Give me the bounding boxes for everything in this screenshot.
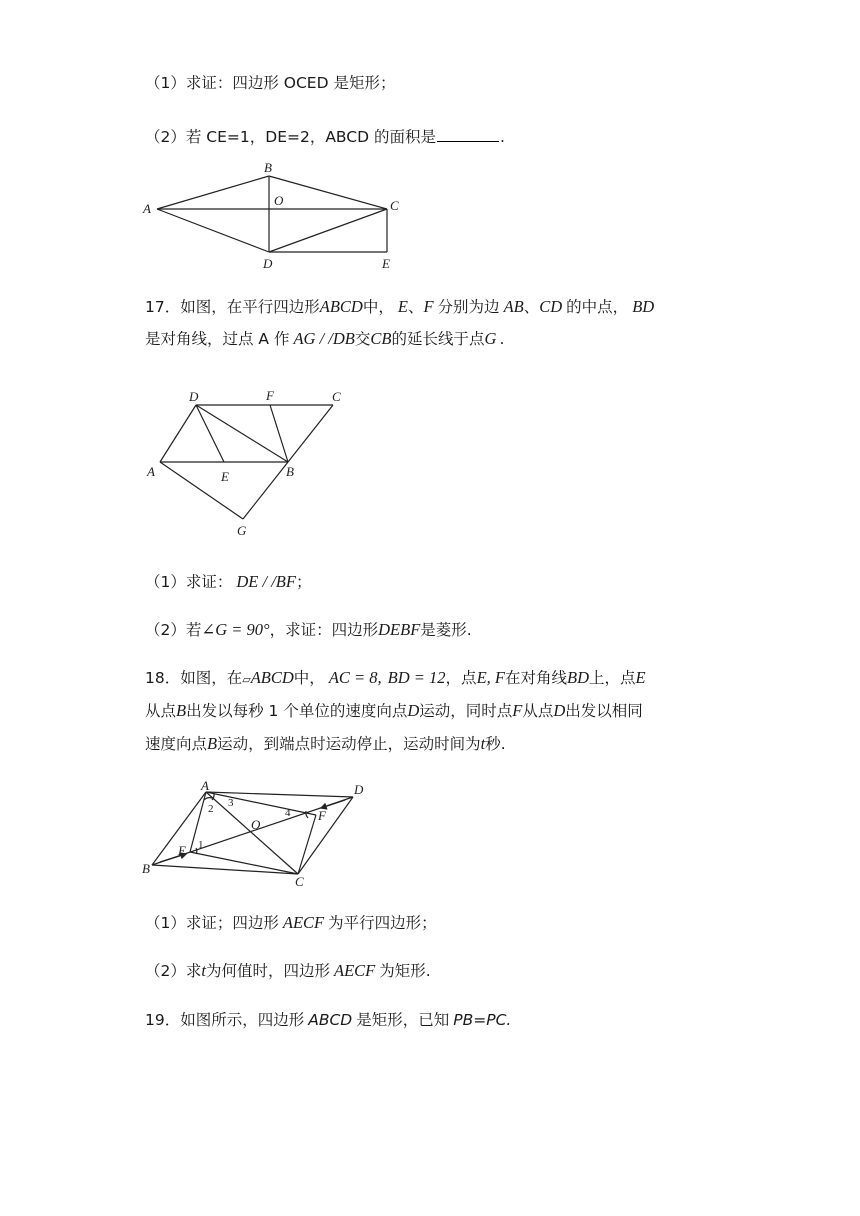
q18-math: D [553, 701, 566, 720]
label-A: A [143, 201, 151, 216]
q18-math: t [480, 734, 486, 753]
q18-text: ，点 [445, 669, 477, 687]
q17-sub2 [145, 619, 472, 641]
q18-text: 出发以每秒 1 个单位的速度向点 [186, 702, 408, 720]
angle-arc-2 [204, 798, 212, 800]
q17-math: DEBF [378, 620, 421, 639]
q18-text: 出发以相同 [565, 702, 643, 720]
q18-text: 为矩形. [379, 962, 431, 980]
q17-text: ，求证：四边形 [269, 621, 379, 639]
q17-math: BD [632, 297, 655, 316]
q16-figure [140, 158, 410, 273]
segment-AC [206, 792, 298, 874]
q17-math: E [397, 297, 408, 316]
q18-math: AECF [282, 913, 325, 932]
label-F: F [266, 388, 274, 403]
q18-math: AECF [333, 961, 376, 980]
q17-text: 的中点， [566, 298, 629, 316]
label-E: E [382, 256, 390, 271]
segment-FB [270, 405, 288, 462]
segment-DA [160, 405, 196, 462]
q19-math: ABCD [308, 1011, 353, 1029]
segment-AB [157, 176, 269, 209]
q17-text: 中， [362, 298, 394, 316]
q17-text: （2）若 [145, 621, 202, 639]
segment-BC [269, 176, 387, 209]
q18-text: 秒. [485, 735, 506, 753]
q16-part2 [145, 126, 505, 148]
label-C: C [390, 198, 399, 213]
q18-text: 上，点 [589, 669, 636, 687]
q18-text: 速度向点 [145, 735, 208, 753]
q17-text: ； [295, 573, 312, 591]
segment-CD [269, 209, 387, 252]
q17-text: 、 [407, 298, 424, 316]
q16-part2-text: （2）若 CE=1，DE=2，ABCD 的面积是 [145, 128, 436, 146]
q17-text: 、 [523, 298, 540, 316]
q17-math: CB [370, 329, 392, 348]
q17-text: 交 [354, 330, 371, 348]
parallelogram-symbol: ▱ [242, 673, 251, 686]
q18-text: （2）求 [145, 962, 202, 980]
q19-text: 19．如图所示，四边形 [145, 1011, 305, 1029]
label-B: B [286, 464, 294, 479]
q18-sub1 [145, 912, 437, 934]
q18-text: 18．如图，在 [145, 669, 243, 687]
q18-math: B [207, 734, 218, 753]
q17-text: 是对角线，过点 A 作 [145, 330, 290, 348]
angle-arc-1 [196, 848, 197, 854]
label-B: B [142, 861, 150, 876]
label-B: B [264, 160, 272, 175]
label-E: E [178, 843, 186, 858]
q17-text: （1）求证： [145, 573, 233, 591]
segment-DA [157, 209, 269, 252]
q17-math: CD [539, 297, 563, 316]
q17-line1 [145, 296, 654, 318]
label-O: O [274, 193, 284, 208]
q18-text: （1）求证；四边形 [145, 914, 279, 932]
q18-math: B [176, 701, 187, 720]
q18-math: F [512, 701, 523, 720]
q17-math: AG / /DB [293, 329, 355, 348]
angle-label-3: 3 [228, 797, 234, 809]
label-C: C [332, 389, 341, 404]
q18-line2 [145, 700, 643, 722]
q18-math: E [635, 668, 646, 687]
segment-AG [160, 462, 243, 519]
q17-math: F [423, 297, 434, 316]
q18-math: t [201, 961, 206, 980]
q18-text: 为平行四边形； [328, 914, 437, 932]
q19-math: PB=PC. [453, 1011, 512, 1029]
label-G: G [237, 523, 247, 538]
q18-math: ABCD [250, 668, 294, 687]
q17-text: 17．如图，在平行四边形 [145, 298, 320, 316]
q19-text: 是矩形，已知 [356, 1011, 450, 1029]
q18-math: BD [567, 668, 589, 687]
q17-math: ABCD [319, 297, 363, 316]
q17-math: DE / /BF [236, 572, 296, 591]
label-D: D [263, 256, 273, 271]
label-D: D [189, 389, 199, 404]
q18-line1 [145, 667, 646, 691]
q17-text: 的延长线于点 [391, 330, 485, 348]
angle-label-1: 1 [198, 839, 204, 851]
q18-math: BD = 12 [387, 668, 446, 687]
label-E: E [221, 469, 229, 484]
label-O: O [251, 817, 261, 832]
q18-text: 从点 [145, 702, 177, 720]
segment-CB [288, 405, 333, 462]
q18-line3 [145, 733, 506, 755]
q18-text: 从点 [522, 702, 554, 720]
q18-text: 为何值时，四边形 [205, 962, 330, 980]
q18-sub2 [145, 960, 431, 982]
label-A: A [201, 778, 209, 793]
label-F: F [318, 808, 326, 823]
q16-part2-period: . [499, 128, 505, 146]
q16-part1-text: （1）求证：四边形 OCED 是矩形； [145, 74, 396, 92]
answer-blank[interactable] [437, 126, 499, 142]
q17-line2 [145, 328, 504, 350]
q18-figure [140, 776, 375, 894]
angle-label-4: 4 [285, 807, 291, 819]
q17-math: G [484, 329, 497, 348]
q18-text: 运动，到端点时运动停止，运动时间为 [217, 735, 481, 753]
arrow-F-motion [321, 800, 345, 808]
q17-text: . [499, 330, 505, 348]
q19-line1 [145, 1009, 511, 1031]
q17-sub1 [145, 571, 311, 593]
q17-text: 是菱形. [420, 621, 472, 639]
q17-figure [140, 385, 360, 545]
q18-math: D [407, 701, 420, 720]
q18-text: 中， [293, 669, 325, 687]
q16-part1 [145, 72, 395, 94]
q17-text: 分别为边 [437, 298, 500, 316]
q18-text: 运动，同时点 [419, 702, 513, 720]
segment-FC [298, 815, 316, 874]
q17-math: AB [503, 297, 524, 316]
q18-text: 在对角线 [504, 669, 567, 687]
label-C: C [295, 874, 304, 889]
label-A: A [147, 464, 155, 479]
segment-BG [243, 462, 288, 519]
q17-math: ∠G = 90° [201, 620, 270, 639]
q18-math: E, F [476, 668, 505, 687]
q18-math: AC = 8, [328, 668, 382, 687]
label-D: D [354, 782, 364, 797]
angle-label-2: 2 [208, 803, 214, 815]
